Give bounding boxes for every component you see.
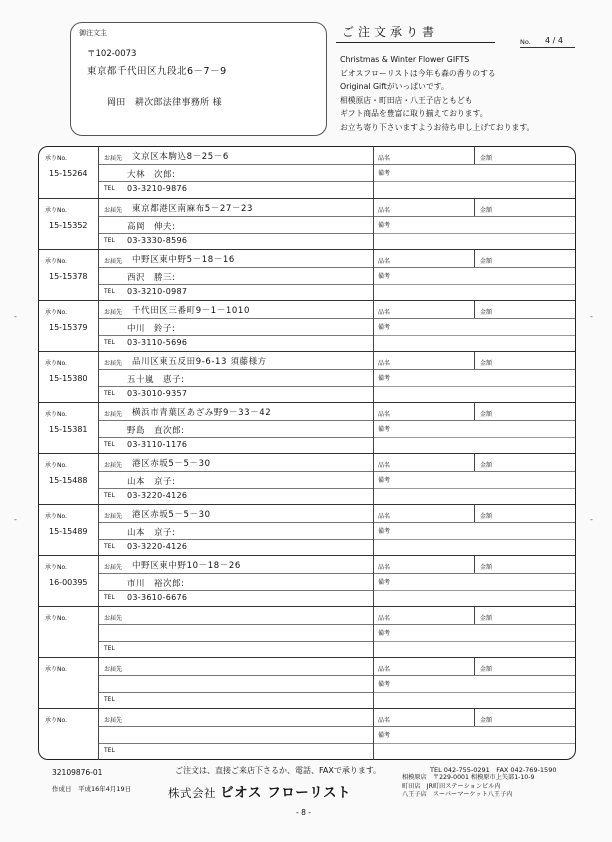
remarks-label: 備考 <box>378 273 391 280</box>
recipient-name: 山本 京子: <box>127 528 176 538</box>
price-label: 金額 <box>480 258 493 265</box>
tel-number: 03-3010-9357 <box>127 389 188 398</box>
margin-tick: - <box>14 515 17 524</box>
recipient-name: 高岡 伸夫: <box>127 222 176 232</box>
branch-item: 八王子店 スーパーマーケット八王子内 <box>402 791 513 798</box>
order-row <box>39 606 575 658</box>
item-label: 品名 <box>378 717 391 724</box>
destination-cell <box>99 147 374 198</box>
tel-label: TEL <box>104 441 115 448</box>
divider <box>374 437 575 438</box>
destination-label: お届先 <box>104 615 123 622</box>
price-label: 金額 <box>480 615 493 622</box>
item-cell <box>374 352 575 403</box>
price-label: 金額 <box>480 462 493 469</box>
divider <box>374 692 575 693</box>
remarks-label: 備考 <box>378 170 391 177</box>
divider <box>374 675 575 676</box>
remarks-label: 備考 <box>378 630 391 637</box>
customer-zip: 〒102-0073 <box>87 49 137 59</box>
item-label: 品名 <box>378 309 391 316</box>
item-label: 品名 <box>378 360 391 367</box>
divider <box>374 641 575 642</box>
item-cell <box>374 147 575 198</box>
tel-label: TEL <box>104 339 115 346</box>
price-label: 金額 <box>480 309 493 316</box>
divider <box>374 471 575 472</box>
item-cell <box>374 607 575 658</box>
price-label: 金額 <box>480 564 493 571</box>
item-cell <box>374 250 575 301</box>
intro-line: ギフト商品を豊富に取り揃えております。 <box>340 109 488 118</box>
tel-label: TEL <box>104 594 115 601</box>
order-number-cell <box>39 556 99 607</box>
divider <box>374 164 575 165</box>
destination-cell <box>99 505 374 556</box>
divider <box>474 250 475 267</box>
price-label: 金額 <box>480 411 493 418</box>
destination-label: お届先 <box>104 207 123 214</box>
tel-number: 03-3110-1176 <box>127 440 188 449</box>
divider <box>99 590 373 591</box>
divider <box>99 181 373 182</box>
remarks-label: 備考 <box>378 681 391 688</box>
divider <box>374 420 575 421</box>
divider <box>374 522 575 523</box>
divider <box>99 216 373 217</box>
destination-cell <box>99 556 374 607</box>
divider <box>99 437 373 438</box>
order-number-label: 承りNo. <box>45 462 67 469</box>
divider <box>99 692 373 693</box>
destination-cell <box>99 199 374 250</box>
order-number: 15-15489 <box>49 527 88 536</box>
order-number-label: 承りNo. <box>45 309 67 316</box>
divider <box>99 386 373 387</box>
destination-label: お届先 <box>104 513 123 520</box>
order-number-cell <box>39 709 99 760</box>
item-label: 品名 <box>378 513 391 520</box>
item-cell <box>374 454 575 505</box>
doc-number-value: 4 / 4 <box>545 36 563 45</box>
divider <box>374 743 575 744</box>
branch-list <box>402 774 534 800</box>
divider <box>99 675 373 676</box>
divider <box>474 607 475 624</box>
price-label: 金額 <box>480 155 493 162</box>
destination-label: お届先 <box>104 564 123 571</box>
remarks-label: 備考 <box>378 375 391 382</box>
price-label: 金額 <box>480 666 493 673</box>
item-cell <box>374 403 575 454</box>
destination-address: 文京区本駒込8－25－6 <box>132 152 229 162</box>
document-title: ご注文承り書 <box>336 23 495 43</box>
divider <box>474 147 475 164</box>
order-row <box>39 249 575 301</box>
doc-number-underline <box>520 47 575 48</box>
divider <box>374 335 575 336</box>
order-row <box>39 504 575 556</box>
order-number-label: 承りNo. <box>45 155 67 162</box>
tel-number: 03-3330-8596 <box>127 236 188 245</box>
divider <box>374 590 575 591</box>
order-row <box>39 300 575 352</box>
price-label: 金額 <box>480 207 493 214</box>
divider <box>99 624 373 625</box>
customer-label: 御注文主 <box>79 29 107 37</box>
order-number-label: 承りNo. <box>45 717 67 724</box>
order-number: 15-15379 <box>49 323 88 332</box>
order-number: 15-15380 <box>49 374 88 383</box>
intro-line: Original Giftがいっぱいです。 <box>340 82 449 91</box>
divider <box>374 233 575 234</box>
divider <box>99 164 373 165</box>
recipient-name: 大林 次郎: <box>127 170 176 180</box>
customer-box <box>70 22 327 136</box>
order-number: 15-15352 <box>49 221 88 230</box>
order-number-cell <box>39 607 99 658</box>
destination-cell <box>99 709 374 760</box>
divider <box>99 335 373 336</box>
tel-label: TEL <box>104 492 115 499</box>
divider <box>374 369 575 370</box>
divider <box>99 573 373 574</box>
order-number: 15-15378 <box>49 272 88 281</box>
destination-address: 港区赤坂5－5－30 <box>132 510 211 520</box>
destination-cell <box>99 607 374 658</box>
tel-label: TEL <box>104 645 115 652</box>
recipient-name: 西沢 勝三: <box>127 273 176 283</box>
tel-label: TEL <box>104 696 115 703</box>
remarks-label: 備考 <box>378 222 391 229</box>
destination-cell <box>99 250 374 301</box>
order-row <box>39 351 575 403</box>
company-name <box>168 781 351 801</box>
order-number: 16-00395 <box>49 578 88 587</box>
order-number-cell <box>39 199 99 250</box>
tel-number: 03-3210-9876 <box>127 184 188 193</box>
item-label: 品名 <box>378 564 391 571</box>
divider <box>374 488 575 489</box>
destination-address: 東京都港区南麻布5－27－23 <box>132 204 254 214</box>
destination-address: 千代田区三番町9－1－1010 <box>132 306 250 316</box>
recipient-name: 中川 鈴子: <box>127 324 176 334</box>
tel-number: 03-3220-4126 <box>127 542 188 551</box>
order-number-cell <box>39 250 99 301</box>
tel-label: TEL <box>104 185 115 192</box>
destination-address: 品川区東五反田9-6-13 須藤様方 <box>132 357 267 367</box>
divider <box>374 726 575 727</box>
intro-text <box>340 53 534 134</box>
divider <box>99 233 373 234</box>
order-number-cell <box>39 658 99 709</box>
tel-label: TEL <box>104 543 115 550</box>
destination-address: 横浜市青葉区あざみ野9－33－42 <box>132 408 272 418</box>
item-label: 品名 <box>378 615 391 622</box>
order-number-label: 承りNo. <box>45 564 67 571</box>
divider <box>474 658 475 675</box>
destination-label: お届先 <box>104 717 123 724</box>
customer-address: 東京都千代田区九段北6－7－9 <box>87 66 227 77</box>
divider <box>474 454 475 471</box>
order-number-cell <box>39 505 99 556</box>
tel-label: TEL <box>104 390 115 397</box>
item-label: 品名 <box>378 155 391 162</box>
divider <box>474 403 475 420</box>
order-table <box>38 146 576 760</box>
recipient-name: 市川 裕次郎: <box>127 579 185 589</box>
order-number-label: 承りNo. <box>45 513 67 520</box>
remarks-label: 備考 <box>378 324 391 331</box>
order-number-cell <box>39 147 99 198</box>
destination-address: 中野区東中野5－18－16 <box>132 255 235 265</box>
destination-address: 中野区東中野10－18－26 <box>132 561 241 571</box>
divider <box>99 369 373 370</box>
item-label: 品名 <box>378 411 391 418</box>
order-number-label: 承りNo. <box>45 207 67 214</box>
item-label: 品名 <box>378 462 391 469</box>
remarks-label: 備考 <box>378 426 391 433</box>
divider <box>474 301 475 318</box>
intro-line: Christmas & Winter Flower GIFTS <box>340 55 470 64</box>
divider <box>374 386 575 387</box>
item-cell <box>374 658 575 709</box>
tel-number: 03-3110-5696 <box>127 338 188 347</box>
order-number-cell <box>39 403 99 454</box>
divider <box>99 641 373 642</box>
destination-label: お届先 <box>104 360 123 367</box>
order-number-cell <box>39 352 99 403</box>
divider <box>474 505 475 522</box>
divider <box>374 624 575 625</box>
destination-label: お届先 <box>104 462 123 469</box>
margin-tick: - <box>590 515 593 524</box>
divider <box>374 318 575 319</box>
remarks-label: 備考 <box>378 477 391 484</box>
order-row <box>39 453 575 505</box>
divider <box>374 181 575 182</box>
order-number-cell <box>39 454 99 505</box>
tel-number: 03-3610-6676 <box>127 593 188 602</box>
branch-item: 町田店 JR町田ステーションビル内 <box>402 782 501 790</box>
order-number: 15-15381 <box>49 425 88 434</box>
recipient-name: 山本 京子: <box>127 477 176 487</box>
divider <box>474 709 475 726</box>
item-cell <box>374 505 575 556</box>
price-label: 金額 <box>480 717 493 724</box>
customer-name: 岡田 耕次郎法律事務所 様 <box>107 98 222 108</box>
destination-cell <box>99 352 374 403</box>
contact-text: ご注文は、直接ご来店下さるか、電話、FAXで承ります。 <box>175 766 382 775</box>
destination-label: お届先 <box>104 666 123 673</box>
form-code: 32109876-01 <box>52 768 103 777</box>
tel-label: TEL <box>104 288 115 295</box>
divider <box>99 743 373 744</box>
price-label: 金額 <box>480 360 493 367</box>
item-cell <box>374 709 575 760</box>
destination-label: お届先 <box>104 258 123 265</box>
divider <box>99 726 373 727</box>
remarks-label: 備考 <box>378 528 391 535</box>
destination-address: 港区赤坂5－5－30 <box>132 459 211 469</box>
destination-cell <box>99 301 374 352</box>
company-brand: ビオス フローリスト <box>220 785 351 801</box>
destination-label: お届先 <box>104 155 123 162</box>
doc-number-label: No. <box>520 38 531 46</box>
divider <box>474 556 475 573</box>
order-row <box>39 555 575 607</box>
divider <box>474 199 475 216</box>
recipient-name: 野島 直次郎: <box>127 426 185 436</box>
divider <box>374 539 575 540</box>
intro-line: お立ち寄り下さいますようお待ち申し上げております。 <box>340 122 535 132</box>
order-row <box>39 147 575 198</box>
destination-label: お届先 <box>104 309 123 316</box>
order-number-label: 承りNo. <box>45 666 67 673</box>
branch-item: 相模原店 〒229-0001 相模原市上矢部1-10-9 <box>402 774 535 781</box>
divider <box>99 318 373 319</box>
destination-cell <box>99 403 374 454</box>
item-cell <box>374 199 575 250</box>
intro-line: 相模原店・町田店・八王子店ともども <box>340 95 473 105</box>
item-label: 品名 <box>378 207 391 214</box>
remarks-label: 備考 <box>378 732 391 739</box>
creation-date: 作成日 平成16年4月19日 <box>52 785 132 793</box>
divider <box>474 352 475 369</box>
price-label: 金額 <box>480 513 493 520</box>
remarks-label: 備考 <box>378 579 391 586</box>
order-number-cell <box>39 301 99 352</box>
divider <box>99 539 373 540</box>
divider <box>99 267 373 268</box>
divider <box>374 216 575 217</box>
destination-label: お届先 <box>104 411 123 418</box>
order-number-label: 承りNo. <box>45 258 67 265</box>
divider <box>99 420 373 421</box>
divider <box>374 284 575 285</box>
item-cell <box>374 556 575 607</box>
order-row <box>39 198 575 250</box>
company-telfax: TEL 042-755-0291 FAX 042-769-1590 <box>430 766 557 774</box>
recipient-name: 五十嵐 恵子: <box>127 375 185 385</box>
divider <box>99 284 373 285</box>
divider <box>374 573 575 574</box>
margin-tick: - <box>14 312 17 321</box>
item-label: 品名 <box>378 666 391 673</box>
order-row <box>39 657 575 709</box>
order-row <box>39 708 575 760</box>
order-number-label: 承りNo. <box>45 615 67 622</box>
divider <box>99 522 373 523</box>
tel-number: 03-3210-0987 <box>127 287 188 296</box>
order-number: 15-15264 <box>49 169 88 178</box>
divider <box>374 267 575 268</box>
page-number: - 8 - <box>296 808 311 817</box>
destination-cell <box>99 658 374 709</box>
order-number-label: 承りNo. <box>45 411 67 418</box>
item-cell <box>374 301 575 352</box>
margin-tick: - <box>590 312 593 321</box>
divider <box>99 488 373 489</box>
tel-label: TEL <box>104 747 115 754</box>
divider <box>99 471 373 472</box>
company-prefix: 株式会社 <box>168 786 216 800</box>
destination-cell <box>99 454 374 505</box>
intro-line: ビオスフローリストは今年も森の香りのする <box>340 68 496 78</box>
tel-label: TEL <box>104 237 115 244</box>
order-row <box>39 402 575 454</box>
order-number-label: 承りNo. <box>45 360 67 367</box>
item-label: 品名 <box>378 258 391 265</box>
tel-number: 03-3220-4126 <box>127 491 188 500</box>
order-number: 15-15488 <box>49 476 88 485</box>
